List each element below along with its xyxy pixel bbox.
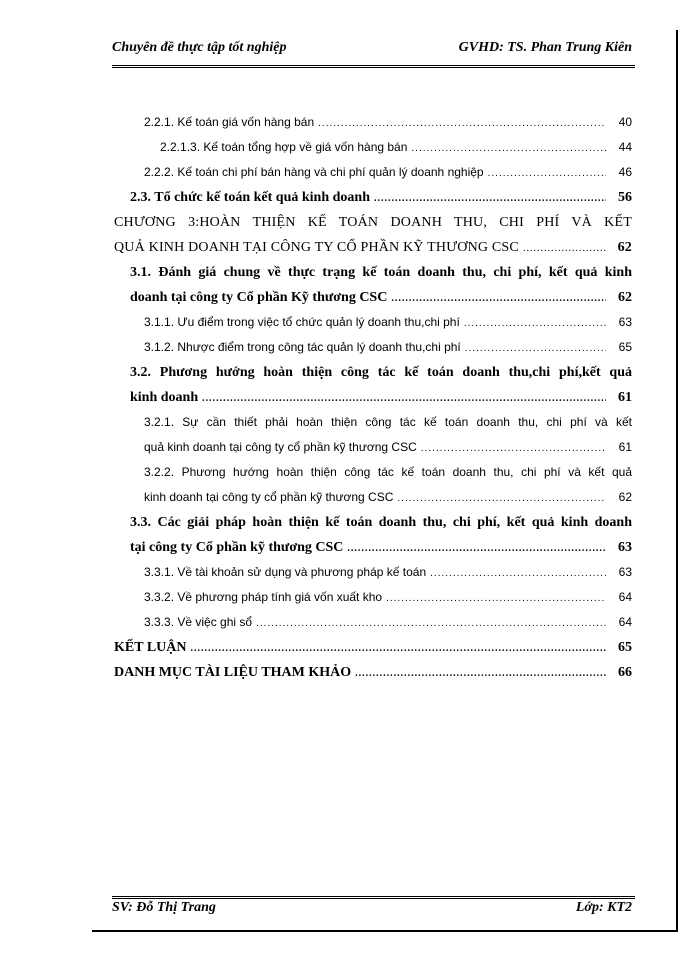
- toc-entry-page: 65: [618, 340, 632, 354]
- toc-entry-line-1[interactable]: 3.2.1. Sự cần thiết phải hoàn thiện công tác kế toán doanh thu, chi phí và kết: [144, 415, 632, 429]
- toc-entry-page: 63: [618, 315, 632, 329]
- toc-entry-page: 64: [618, 615, 632, 629]
- page-border-bottom: [92, 930, 678, 932]
- toc-entry-line-1[interactable]: 3.2. Phương hướng hoàn thiện công tác kế toán doanh thu,chi phí,kết quả: [130, 365, 632, 380]
- toc-entry-title: 2.3. Tổ chức kế toán kết quả kinh doanh: [130, 190, 370, 205]
- toc-entry[interactable]: [114, 310, 632, 335]
- header-report-title: Chuyên đề thực tập tốt nghiệp: [112, 40, 287, 55]
- toc-entry[interactable]: [114, 185, 632, 210]
- toc-entry-title: 3.3.1. Về tài khoản sử dụng và phương pháp kế toán: [144, 565, 427, 579]
- toc-entry-title: 2.2.2. Kế toán chi phí bán hàng và chi phí quản lý doanh nghiệp: [144, 165, 484, 179]
- toc-entry-title: 3.1.2. Nhược điểm trong công tác quản lý doanh thu,chi phí: [144, 340, 461, 354]
- toc-leader-dots: [391, 286, 606, 311]
- toc-entry-title: kinh doanh: [130, 390, 199, 405]
- toc-leader-dots: [488, 161, 606, 186]
- toc-entry-title: kinh doanh tại công ty cổ phần kỹ thương CSC: [144, 490, 394, 504]
- toc-chapter-line-1[interactable]: CHƯƠNG 3:HOÀN THIỆN KẾ TOÁN DOANH THU, CHI PHÍ VÀ KẾT: [114, 215, 632, 230]
- page-footer: [112, 900, 632, 924]
- toc-entry-line-1[interactable]: 3.1. Đánh giá chung về thực trạng kế toán doanh thu, chi phí, kết quả kinh: [130, 265, 632, 280]
- toc-entry-page: 65: [618, 640, 632, 655]
- footer-class: Lớp: KT2: [575, 900, 632, 915]
- toc-entry-page: 56: [618, 190, 632, 205]
- toc-entry-title: 3.3.2. Về phương pháp tính giá vốn xuất kho: [144, 590, 383, 604]
- toc-entry-title: 2.2.1.3. Kế toán tổng hợp về giá vốn hàng bán: [160, 140, 408, 154]
- toc-entry-page: 63: [618, 540, 632, 555]
- toc-entry-title: 2.2.1. Kế toán giá vốn hàng bán: [144, 115, 315, 129]
- toc-entry-title: DANH MỤC TÀI LIỆU THAM KHẢO: [114, 665, 352, 680]
- toc-entry[interactable]: [114, 385, 632, 410]
- toc-leader-dots: [465, 336, 606, 361]
- toc-entry-line-1[interactable]: 3.3. Các giải pháp hoàn thiện kế toán doanh thu, chi phí, kết quả kinh doanh: [130, 515, 632, 530]
- toc-entry-page: 62: [618, 290, 632, 305]
- toc-entry[interactable]: [114, 485, 632, 510]
- toc-entry-page: 64: [618, 590, 632, 604]
- toc-entry[interactable]: [114, 285, 632, 310]
- toc-leader-dots: [318, 111, 606, 136]
- toc-entry[interactable]: [114, 160, 632, 185]
- toc-leader-dots: [523, 236, 606, 261]
- toc-entry-title: 3.1.1. Ưu điểm trong việc tổ chức quản lý doanh thu,chi phí: [144, 315, 460, 329]
- toc-entry-page: 61: [618, 440, 632, 454]
- toc-leader-dots: [430, 561, 606, 586]
- header-rule: [112, 65, 635, 71]
- toc-leader-dots: [421, 436, 606, 461]
- footer-student: SV: Đỗ Thị Trang: [112, 900, 216, 915]
- toc-leader-dots: [202, 386, 606, 411]
- toc-entry[interactable]: [114, 110, 632, 135]
- toc-entry[interactable]: [114, 235, 632, 260]
- header-advisor: GVHD: TS. Phan Trung Kiên: [458, 40, 632, 55]
- toc-leader-dots: [190, 636, 606, 661]
- toc-entry-title: QUẢ KINH DOANH TẠI CÔNG TY CỔ PHẦN KỸ THƯƠNG CSC: [114, 240, 519, 255]
- toc-entry-page: 40: [618, 115, 632, 129]
- toc-leader-dots: [411, 136, 606, 161]
- toc-entry-page: 63: [618, 565, 632, 579]
- toc-entry[interactable]: [114, 585, 632, 610]
- page-header: [112, 40, 632, 64]
- toc-leader-dots: [355, 661, 606, 686]
- toc-leader-dots: [347, 536, 606, 561]
- toc-entry-page: 66: [618, 665, 632, 680]
- toc-entry-title: quả kinh doanh tại công ty cổ phần kỹ thương CSC: [144, 440, 417, 454]
- toc-entry-title: tại công ty Cổ phần kỹ thương CSC: [130, 540, 344, 555]
- toc-entry[interactable]: [114, 560, 632, 585]
- toc-entry[interactable]: [114, 610, 632, 635]
- toc-entry-page: 46: [618, 165, 632, 179]
- toc-leader-dots: [464, 311, 606, 336]
- toc-entry-line-1[interactable]: 3.2.2. Phương hướng hoàn thiện công tác kế toán doanh thu, chi phí và kết quả: [144, 465, 632, 479]
- toc-entry-title: doanh tại công ty Cổ phần Kỹ thương CSC: [130, 290, 388, 305]
- toc-entry[interactable]: [114, 660, 632, 685]
- table-of-contents: [114, 110, 632, 685]
- toc-entry-page: 62: [617, 240, 632, 255]
- toc-leader-dots: [256, 611, 606, 636]
- toc-entry-page: 44: [618, 140, 632, 154]
- toc-entry-title: KẾT LUẬN: [114, 640, 187, 655]
- toc-entry-page: 62: [618, 490, 632, 504]
- toc-entry[interactable]: [114, 435, 632, 460]
- page-border-right: [676, 30, 678, 932]
- toc-entry-page: 61: [618, 390, 632, 405]
- toc-entry[interactable]: [114, 335, 632, 360]
- toc-leader-dots: [374, 186, 606, 211]
- toc-entry[interactable]: [114, 135, 632, 160]
- toc-entry[interactable]: [114, 535, 632, 560]
- toc-entry[interactable]: [114, 635, 632, 660]
- toc-leader-dots: [397, 486, 606, 511]
- toc-entry-title: 3.3.3. Về việc ghi sổ: [144, 615, 253, 629]
- toc-leader-dots: [386, 586, 606, 611]
